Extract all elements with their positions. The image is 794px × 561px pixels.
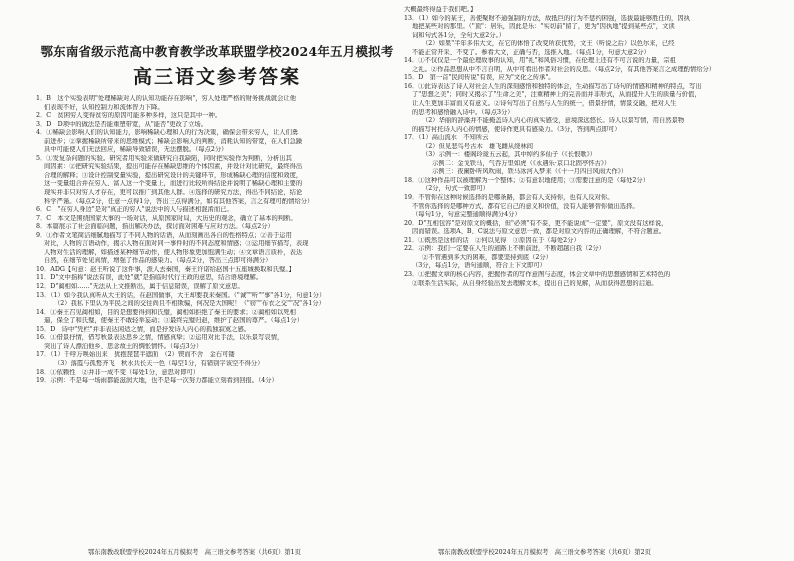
answer-line: 的描写衬托诗人内心的情感，使诗作更具有感染力。（3分，答到两点即可） <box>412 125 621 133</box>
answer-line: ②联系生活实际，从自身经验出发去理解文本，提出自己的见解，从而获得思想的启迪。 <box>412 279 658 287</box>
answer-line: ②不管遇到多大的困难，都要坚持到底（2分） <box>422 253 552 261</box>
answer-line: 8．本篇展示了社会面临问题，指出解决办法，探讨面对困难与应对方法。（每点2分） <box>36 223 274 231</box>
answer-line: 示例二：金戈铁马，气吞万里如虎（《永遇乐·京口北固亭怀古》） <box>432 159 611 167</box>
answer-line: 19．不管你在这种时候选择的是哪条路，都会有人支持你，也有人反对你。 <box>404 194 614 202</box>
answer-line: 10．ADG【句意：赵王听说了这件事，派人去秦国，秦王许诺给赵国十五座城换取和氏璧。】 <box>36 265 295 273</box>
answer-line: 21．①既然是这样的话 ②何以见得 ③原因在于（每处2分） <box>404 236 580 244</box>
exam-title: 鄂东南省级示范高中教育教学改革联盟学校2024年五月模拟考 <box>40 44 394 59</box>
answer-line: 17．（1）高山流水 不知所云 <box>404 134 489 142</box>
answer-line: 们表现不好，认知控制力和流体智力下降。 <box>44 103 164 111</box>
answer-line: 18．①这种作品可以被理解为一个整体；②有意识地使用；③需要注意的是（每处2分） <box>404 176 650 184</box>
answer-line: 23．①把握文章的核心内容，把握作者的写作意图与态度，体会文章中的思想感情和艺术特色的 <box>404 270 671 278</box>
answer-line: （2）但见悲鸟号古木 雄飞雌从绕林间 <box>422 142 534 150</box>
answer-line: 词和句式各1分，全句大意2分。） <box>412 31 506 39</box>
answer-line: 17．（1）千呼万唤始出来 犹抱琵琶半遮面 （2）锲而不舍 金石可镂 <box>36 351 235 359</box>
answer-line: 这一变量组合并在穷人、富人这一个变量上，而进行比较所得结论并说明了稀缺心理和主要的 <box>44 180 303 188</box>
answer-line: （3）示例一：楼阁玲珑五云起，其中绰约多仙子（《长恨歌》） <box>422 151 597 159</box>
answer-line: （2）如果"半年多伟大文，在它的体悟了改变所获优势，文王（听说之后）以色尔来，已经 <box>422 40 675 48</box>
answer-line: 4．①稀缺会影响人们的认知能力，影响稀缺心理和人的行为决策，确保会带来穷人，让人们勇 <box>36 129 299 137</box>
answer-line: （2分，句式一致即可） <box>422 185 489 193</box>
answer-line: 20．D"互相包容"是对原文的概括，但"必须"有不妥，更不能说成"一定要"，原文没有这样说， <box>404 219 668 227</box>
answer-line: 6．C "在穷人身边"是对"真正的穷人"说法中的人与描述相混淆而已。 <box>36 206 233 214</box>
answer-line: 16．①此诗表达了诗人对社会人生的深刻感悟和独特的体会，生动描写出了诗句的情感和精神的特点，写出 <box>404 82 702 90</box>
right-column <box>404 6 780 546</box>
answer-line: 间因素：②把研究实验结果，提出可能存在稀缺思维的个体因素，并设计对比研究，最终得出 <box>44 163 303 171</box>
answer-line: 不管你选择的是哪种方式，都有它自己的意义和价值，没有人能够替你做出选择。 <box>412 202 639 210</box>
answer-line: （3分，每点1分，语句通顺，符合上下文即可） <box>412 262 546 270</box>
answer-line: 让人生更加丰富而又有意义。②诗句写出了自然与人生的统一，借景抒情，情景交融，把对人生 <box>412 100 677 108</box>
answer-line: 3．D D项中的做法是否能重塑带宽，从"能否"更改了立场。 <box>36 120 208 128</box>
left-answer-list <box>36 95 398 386</box>
answer-line: 示例三：夜阑卧听风吹雨，铁马冰河入梦来（《十一月四日风雨大作》） <box>432 168 628 176</box>
answer-line: 13．（1）如今的某王，善使聚财不通强制的方法，故抵巨的行为不惩约困强，选拔最能够胜任的，因执 <box>404 14 690 22</box>
answer-line: 14．①秦王召见蔺相如，目的是想要得到和氏璧，蔺相如拒绝了秦王的要求；②蔺相如以死相 <box>36 308 296 316</box>
answer-line: 9．①作者文笔简洁细腻地描写了不同人物的话语，从而刻画出各自的性格特点；②善于运用 <box>36 231 292 239</box>
answer-line: 18．①依赖性 ②并非一成不变（每处1分，意思对即可） <box>36 368 200 376</box>
answer-line: 自然，在细节处见真情，增强了作品的感染力。（每点2分，答出三点即可得满分） <box>44 257 272 265</box>
answer-line: 14．①不仅仅是一个最伦理故事的认知，用"礼"和风俗习惯，在伦理上还有不可言说的力量，宗祖 <box>404 57 676 65</box>
answer-line: 地把某些对的那里。（"顶"：居乐，因此是乐："实切前"留了，更为"因执地"提到某些点"，文读 <box>412 23 675 31</box>
page-title: 高三语文参考答案 <box>132 66 301 88</box>
answer-line: 科学严谨。（每点2分，任意一点得1分，答出三点得满分，如有其他答案，言之有理可酌情给分） <box>44 197 314 205</box>
answer-line: 19．示例：不是每一场雨都能滋润大地，也不是每一次努力都能立刻看到回报。（4分） <box>36 377 278 385</box>
answer-line: （3）落霞与孤鹜齐飞 秋水共长天一色（每空1分，有错别字该空不得分） <box>54 359 264 367</box>
answer-line: 合理的解释；③设计控制变量实验，提出研究设计的关键环节，形成稀缺心理的信度和效度， <box>44 171 303 179</box>
answer-line: 的思考和感悟融入诗中。（每点3分） <box>412 108 514 116</box>
answer-line: 突出了诗人漂泊他乡、思念故土的惆怅情怀。（每点3分） <box>44 342 203 350</box>
answer-line: 5．①发复杂问题的实验。研究者用实验来做研究自我缺陷，同时把实验作为判断，分析出其 <box>36 154 292 162</box>
answer-line: 因而错误。选项A、B、C说法与原文意思一致，都是对原文内容的正确理解，不符合题意。 <box>412 228 666 236</box>
footer-left: 鄂东南教改联盟学校2024年五月模拟考 高三语文参考答案（共6页）第1页 <box>88 549 301 556</box>
answer-line: 11．D"文中指称"说法有误，此处"就"是指临时代行王政的意思，结合语境理解。 <box>36 274 263 282</box>
answer-line: 对比，人物的言语动作，揭示人物在面对同一事件时的不同态度和情感；③运用细节描写，表现 <box>44 240 309 248</box>
answer-line: （2）华丽的辞藻并不能掩盖诗人内心的真实感受，意境深远悠长。诗人以景写情，用自然景物 <box>422 117 685 125</box>
answer-line: 前进步；②掌握稀缺所带来的思维模式；稀缺会影响人的判断，消耗认知的带宽，在人们急躁 <box>44 137 303 145</box>
answer-line: 15．D 诗中"凭栏"并非表达闲适之情，而是抒发诗人内心的孤独寂寞之感。 <box>36 325 251 333</box>
answer-line: 人物对生活的理解，如描述某种细节动作，使人物形象更加饱满生动；④文章语言质朴，表达 <box>44 248 303 256</box>
answer-line: 大概最终得益于我们吧。】 <box>404 6 477 13</box>
answer-line: 了"思想之美"；同时又揭示了"生命之美"，注重精神上的完善而并非形式，从而提升人生的质量与价值， <box>412 91 701 99</box>
answer-line: 现实并非只对穷人才存在，更可以推广到其他人群。④选择的研究方法，得出不同结论，结论 <box>44 189 303 197</box>
footer-right: 鄂东南教改联盟学校2024年五月模拟考 高三语文参考答案（共6页）第2页 <box>438 549 651 556</box>
answer-line: 13．（1）如今我认真听从大王的话，在赵国做事，大王却要我来秦国。（"诚""听""事"各1分，句意1分） <box>36 291 326 299</box>
answer-line: 22．示例：我们一定要在人生的道路上不断前进，不断超越自我（2分） <box>404 245 605 253</box>
answer-line: 具中可能使人们无法回应，稀缺导致错误，无法摆脱。（每点2分） <box>44 146 228 154</box>
answer-line: 逼，保全了和氏璧，使秦王不敢轻举妄动；③最终完璧归赵，维护了赵国的尊严。（每点1分） <box>44 317 304 325</box>
right-answer-list <box>404 6 780 288</box>
answer-line: 1．B 这个实验表明"处理稀缺对人的认知功能存在影响"，穷人处理严格的财务挑战就会让他 <box>36 95 297 102</box>
answer-line: 之礼。②作品思想从中不言自明，从中可看出作者对社会的反思。（每点2分，有其他答案言之成理酌情给分） <box>412 65 716 73</box>
answer-line: （每句1分，句意完整通顺得满分4分） <box>412 211 521 219</box>
answer-line: 7．C 本文是围绕国家大事的一场对话，从原国家时局，大历史的观念，确立了基本的判断。 <box>36 214 297 222</box>
answer-line: （2）我私下里认为平民之间的交往尚且不相欺骗，何况是大国呢！（"窃""布衣之交""况"各1分） <box>54 300 325 308</box>
answer-line: 不能正常开采、不变了。参看大文，正确与否，选推入地。（每点1分，句意大意2分） <box>412 48 650 56</box>
answer-line: 2．C 贫困穷人变得贫穷的原因可能多种多样，这只是其中一种。 <box>36 112 222 120</box>
answer-line: 15．D 第一首"民间传说"有误，应为"文化之传承"。 <box>404 74 555 82</box>
answer-line: 16．①借景抒情，借写秋景表达思乡之情，情感真挚；②运用对比手法，以乐景写哀情， <box>36 334 284 342</box>
answer-line: 12．D"蔺相如……"无法从上文推断出，属于信息错误，误解了原文意思。 <box>36 283 244 291</box>
left-column <box>36 6 398 546</box>
